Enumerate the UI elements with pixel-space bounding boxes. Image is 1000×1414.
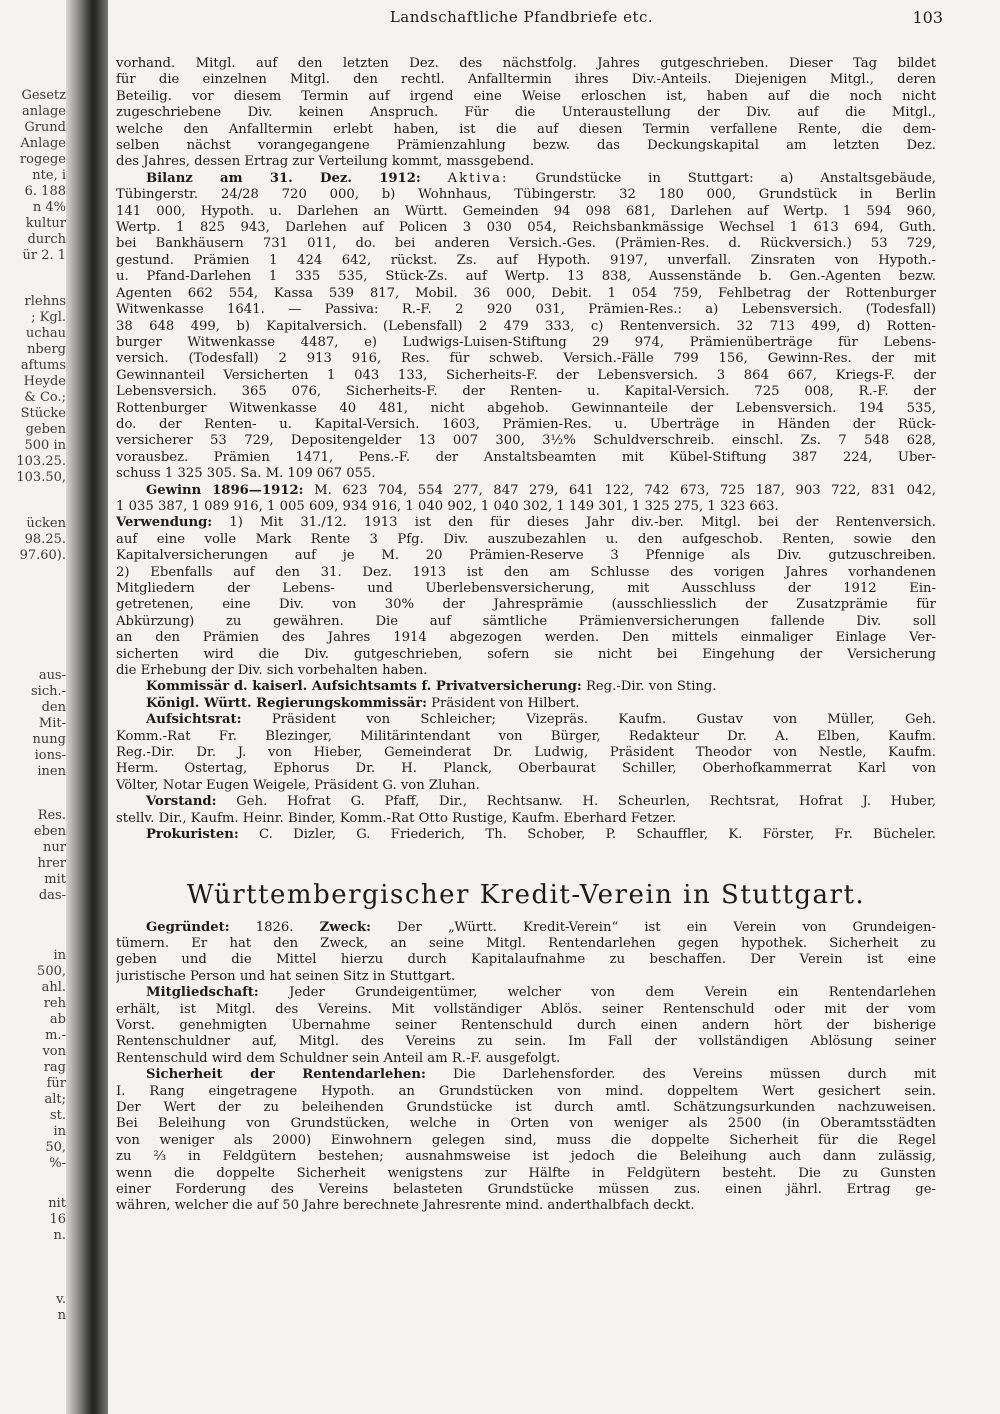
page-header: [108, 8, 943, 30]
bilanz-line: Tübingerstr. 24/28 720 000, b) Wohnhaus, Tübingerstr. 32 180 000, Grundstück in Berlin: [116, 187, 936, 203]
facing-page-text: m.-: [45, 1028, 66, 1043]
regierung-text: Präsident von Hilbert.: [431, 695, 580, 711]
aufsichtsrat-line: Herm. Ostertag, Ephorus Dr. H. Planck, Oberbaurat Schiller, Oberhofkammerrat Karl von: [116, 761, 936, 777]
facing-page-text: rlehns: [24, 294, 66, 309]
facing-page-text: aus-: [38, 668, 66, 683]
section-title: Württembergischer Kredit-Verein in Stuttgart.: [186, 879, 866, 910]
bilanz-line: burger Witwenkasse 4487, e) Ludwigs-Luisen-Stiftung 29 974, Prämienüberträge für Lebens-: [116, 334, 936, 350]
verwendung-line: getretenen, eine Div. von 30% der Jahresprämie (ausschliesslich der Zusatzprämie für: [116, 597, 936, 613]
aufsichtsrat-paragraph: [116, 712, 936, 794]
sicherheit-line: von weniger als 2000) Einwohnern gelegen sind, muss die doppelte Sicherheit für die Regel: [116, 1132, 936, 1148]
facing-page-text: 6. 188: [24, 184, 66, 199]
dividend-line: selben nächst vorangegangene Prämienzahlung bezw. das Deckungskapital am letzten Dez.: [116, 138, 936, 154]
zweck-line: juristische Person und hat seinen Sitz in Stuttgart.: [116, 968, 456, 984]
bilanz-line: do. der Renten- u. Kapital-Versich. 1603, Prämien-Res. u. Überträge in Händen der Rück-: [116, 416, 936, 432]
running-head: Landschaftliche Pfandbriefe etc.: [389, 8, 654, 26]
zweck-first-text: Der „Württ. Kredit-Verein“ ist ein Verein von Grundeigen-: [397, 919, 936, 935]
facing-page-text: 98.25.: [24, 532, 66, 547]
vorstand-first-line: [116, 794, 936, 810]
facing-page-text: n: [57, 1308, 66, 1323]
facing-page-text: v.: [56, 1292, 66, 1307]
bilanz-label: Bilanz am 31. Dez. 1912:: [146, 170, 421, 186]
sicherheit-line: zu ⅔ in Feldgütern bestehen; ausnahmsweise ist jedoch die Beleihung auch dann zulässig,: [116, 1149, 936, 1165]
verwendung-first-line: [116, 515, 936, 531]
facing-page-text: anlage: [21, 104, 66, 119]
dividend-line: für die einzelnen Mitgl. den rechtl. Anfalltermin ihres Div.-Anteils. Diejenigen Mitgl., deren: [116, 72, 936, 88]
facing-page-text: 103.50,: [16, 470, 66, 485]
dividend-line: zugeschriebene Div. keinen Anspruch. Für die Unteraustellung der Div. auf die Mitgl.,: [116, 105, 936, 121]
facing-page-text: Gesetz: [21, 88, 66, 103]
facing-page-text: Res.: [37, 808, 66, 823]
facing-page-text: 500,: [37, 964, 66, 979]
facing-page-text: 97.60).: [19, 548, 66, 563]
mitgliedschaft-label: Mitgliedschaft:: [146, 985, 259, 1001]
bilanz-line: 38 648 499, b) Kapitalversich. (Lebensfall) 2 479 333, c) Rentenversich. 32 713 499, d) Rotten-: [116, 318, 936, 334]
facing-page-text: rag: [43, 1060, 66, 1075]
mitgliedschaft-paragraph: [116, 985, 936, 1067]
dividend-line: welche den Anfalltermin erlebt haben, ist die auf diesen Termin verfallene Rente, die dem-: [116, 121, 936, 137]
sicherheit-first-text: Die Darlehensforder. des Vereins müssen durch mit: [452, 1067, 936, 1083]
facing-page-text: n 4%: [32, 200, 66, 215]
bilanz-line: vorausbez. Prämien 1471, Pens.-F. der Anstaltsbeamten mit Kübel-Stiftung 387 224, Über-: [116, 449, 936, 465]
bilanz-line: Witwenkasse 1641. — Passiva: R.-F. 2 920 031, Prämien-Res.: a) Lebensversich. (Todesfall): [116, 302, 936, 318]
facing-page-text: 103.25.: [16, 454, 66, 469]
zweck-paragraph: [116, 920, 936, 986]
gewinn-first-text: M. 623 704, 554 277, 847 279, 641 122, 742 673, 725 187, 903 722, 831 042,: [314, 482, 936, 498]
sicherheit-line: wenn die doppelte Sicherheit wenigstens zur Hälfte in Feldgütern besteht. Die zu Gunsten: [116, 1165, 936, 1181]
vorstand-second-line: stellv. Dir., Kaufm. Heinr. Binder, Komm.-Rat Otto Rustige, Kaufm. Eberhard Fetzer.: [116, 810, 677, 826]
gewinn-second-line: 1 035 387, 1 089 916, 1 005 609, 934 916, 1 040 902, 1 040 302, 1 149 301, 1 325 275, 1 323 663.: [116, 498, 779, 514]
facing-page-text: nte, i: [32, 168, 66, 183]
facing-page-text: nberg: [27, 342, 66, 357]
mitgliedschaft-first-line: [116, 985, 936, 1001]
verwendung-paragraph: [116, 515, 936, 679]
facing-page-text: nung: [32, 732, 66, 747]
bilanz-line: gestund. Prämien 1 424 642, rückst. Zs. auf Hypoth. 9197, unverfall. Zinsraten von Hypoth.-: [116, 252, 936, 268]
facing-page-text: den: [41, 700, 66, 715]
bilanz-line: versicherer 53 729, Depositengelder 13 007 300, 3½% Schuldverschreib. einschl. Zs. 7 548 628,: [116, 433, 936, 449]
facing-page-text: in: [53, 948, 66, 963]
facing-page-text: inen: [37, 764, 66, 779]
facing-page-text: in: [53, 1124, 66, 1139]
facing-page-text: ahl.: [41, 980, 66, 995]
gegruendet-label: Gegründet:: [146, 919, 230, 935]
kommissaer-line: [116, 679, 936, 695]
aufsichtsrat-first-line: [116, 712, 936, 728]
vorstand-first-text: Geh. Hofrat G. Pfaff, Dir., Rechtsanw. H. Scheurlen, Rechtsrat, Hofrat J. Huber,: [236, 794, 936, 810]
facing-page-text: Grund: [24, 120, 66, 135]
gewinn-label: Gewinn 1896—1912:: [146, 482, 304, 498]
facing-page-text: nur: [43, 840, 66, 855]
kommissaer-text: Reg.-Dir. von Sting.: [585, 679, 717, 695]
facing-page-text: sich.-: [30, 684, 66, 699]
mitgliedschaft-line: Rentenschuldner auf, Mitgl. des Vereins zu sein. Im Fall der vollständigen Ablösung seiner: [116, 1034, 936, 1050]
facing-page-text: kultur: [25, 216, 66, 231]
facing-page-text: %-: [49, 1156, 66, 1171]
zweck-first-line: [116, 920, 936, 936]
verwendung-line: Mitgliedern der Lebens- und Überlebensversicherung, mit Ausschluss der 1912 Ein-: [116, 581, 936, 596]
verwendung-line: Abkürzung) zu gewähren. Die auf sämtliche Prämienversicherungen fallende Div. soll: [116, 613, 936, 629]
zweck-line: tümern. Er hat den Zweck, an seine Mitgl. Rentendarlehen gegen hypothek. Sicherheit zu: [116, 935, 936, 951]
vorstand-label: Vorstand:: [146, 794, 217, 810]
dividend-line: des Jahres, dessen Ertrag zur Verteilung kommt, massgebend.: [116, 154, 535, 170]
gewinn-paragraph: [116, 483, 936, 516]
sicherheit-line: I. Rang eingetragene Hypoth. an Grundstücken von mind. doppeltem Wert gesichert sein.: [116, 1083, 936, 1099]
facing-page-text: eben: [33, 824, 66, 839]
facing-page-text: 500 in: [24, 438, 66, 453]
dividend-line: Beteilig. vor diesem Termin auf irgend eine Weise erloschen ist, haben auf die noch nicht: [116, 88, 936, 104]
prokuristen-text: C. Dizler, G. Friederich, Th. Schober, P. Schauffler, K. Förster, Fr. Bücheler.: [259, 827, 936, 843]
sicherheit-line: Der Wert der zu beleihenden Grundstücke ist durch amtl. Schätzungsurkunden nachzuweisen.: [116, 1099, 936, 1115]
dividend-line: vorhand. Mitgl. auf den letzten Dez. des nächstfolg. Jahres gutgeschrieben. Dieser Tag bildet: [116, 56, 936, 71]
facing-page-text: n.: [53, 1228, 66, 1243]
verwendung-line: sicherten wird die Div. gutgeschrieben, sofern sie nicht bei Eingehung der Versicherung: [116, 646, 936, 662]
regierung-line: [116, 696, 936, 712]
facing-page-text: das-: [38, 888, 66, 903]
bilanz-first-line: [116, 171, 936, 187]
dividend-paragraph: [116, 56, 936, 171]
kommissaer-label: Kommissär d. kaiserl. Aufsichtsamts f. Privatversicherung:: [146, 679, 582, 695]
facing-page-text: ions-: [34, 748, 66, 763]
facing-page-text: reh: [43, 996, 66, 1011]
book-gutter-edge: [94, 0, 108, 1414]
facing-page-text: hrer: [37, 856, 66, 871]
facing-page-text: ücken: [26, 516, 66, 531]
verwendung-line: die Erhebung der Div. sich vorbehalten haben.: [116, 663, 428, 679]
verwendung-line: Kapitalversicherungen auf je M. 20 Prämien-Reserve 3 Pfennige als Div. gutzuschreiben.: [116, 548, 936, 564]
page-body: [116, 56, 936, 1215]
mitgliedschaft-line: Vorst. genehmigten Übernahme seiner Rentenschuld durch einen andern hört der bisherige: [116, 1017, 936, 1033]
facing-page-text: ; Kgl.: [31, 310, 66, 325]
facing-page-text: 16: [49, 1212, 66, 1227]
bilanz-line: Rottenburger Witwenkasse 40 481, nicht abgehob. Gewinnanteile der Lebensversich. 194 535,: [116, 400, 936, 416]
sicherheit-line: währen, welcher die auf 50 Jahre berechnete Jahresrente mind. anderthalbfach deckt.: [116, 1198, 695, 1214]
facing-page-text: ür 2. 1: [22, 248, 66, 263]
sicherheit-paragraph: [116, 1067, 936, 1215]
facing-page-text: durch: [27, 232, 66, 247]
aktiva-label: Aktiva:: [447, 170, 509, 186]
aufsichtsrat-label: Aufsichtsrat:: [146, 712, 242, 728]
bilanz-line: u. Pfand-Darlehen 1 335 535, Stück-Zs. auf Wertp. 13 838, Aussenstände b. Gen.-Agenten bezw.: [116, 269, 936, 285]
verwendung-line: auf eine volle Mark Rente 3 Pfg. Div. auszubezahlen u. den aufgeschob. Renten, sowie den: [116, 531, 936, 547]
mitgliedschaft-line: Rentenschuld wird dem Schuldner sein Anteil am R.-F. ausgefolgt.: [116, 1050, 561, 1066]
facing-page-text: von: [42, 1044, 66, 1059]
facing-page-text: rogege: [19, 152, 66, 167]
facing-page-fragment: [0, 0, 66, 1414]
zweck-line: geben und die Mittel hierzu durch Kapitalaufnahme zu beschaffen. Der Verein ist eine: [116, 952, 936, 968]
vorstand-paragraph: [116, 794, 936, 827]
facing-page-text: Stücke: [20, 406, 66, 421]
sicherheit-line: einer Forderung des Vereins belasteten Grundstücke müssen zus. einen jährl. Ertrag ge-: [116, 1182, 936, 1197]
bilanz-paragraph: [116, 171, 936, 483]
aufsichtsrat-line: Völter, Notar Eugen Weigele, Präsident G. von Zluhan.: [116, 777, 480, 793]
bilanz-line: Agenten 662 554, Kassa 539 817, Mobil. 36 000, Debit. 1 054 759, Fehlbetrag der Rottenburger: [116, 285, 936, 301]
mitgliedschaft-first-text: Jeder Grundeigentümer, welcher von dem Verein ein Rentendarlehen: [289, 985, 936, 1001]
mitgliedschaft-line: erhält, ist Mitgl. des Vereins. Mit vollständiger Ablös. seiner Rentenschuld oder mit der vom: [116, 1001, 936, 1017]
bilanz-line: versich. (Todesfall) 2 913 916, Res. für schweb. Versich.-Fälle 799 156, Gewinn-Res. der mit: [116, 351, 936, 367]
facing-page-text: 50,: [45, 1140, 66, 1155]
bilanz-line: Gewinnanteil Versicherten 1 043 133, Sicherheits-F. der Lebensversich. 3 864 667, Kriegs-F. der: [116, 367, 936, 383]
facing-page-text: uchau: [25, 326, 66, 341]
facing-page-text: aftums: [20, 358, 66, 373]
bilanz-line: Lebensversich. 365 076, Sicherheits-F. der Renten- u. Kapital-Versich. 725 008, R.-F. der: [116, 384, 936, 400]
page-number: 103: [912, 8, 943, 27]
kommissaer-paragraph: [116, 679, 936, 695]
bilanz-line: schuss 1 325 305. Sa. M. 109 067 055.: [116, 466, 376, 482]
verwendung-line: an den Prämien des Jahres 1914 abgezogen werden. Den mittels einmaliger Einlage Ver-: [116, 630, 936, 646]
facing-page-text: ab: [49, 1012, 66, 1027]
facing-page-text: mit: [44, 872, 66, 887]
prokuristen-paragraph: [116, 827, 936, 843]
prokuristen-label: Prokuristen:: [146, 827, 239, 843]
bilanz-line: bei Bankhäusern 731 011, do. bei anderen Versich.-Ges. (Prämien-Res. d. Rückversich.) 53 729,: [116, 236, 936, 252]
sicherheit-first-line: [116, 1067, 936, 1083]
aufsichtsrat-first-text: Präsident von Schleicher; Vizepräs. Kaufm. Gustav von Müller, Geh.: [271, 712, 936, 728]
verwendung-line: 2) Ebenfalls auf den 31. Dez. 1913 ist den am Schlusse des vorigen Jahres vorhandenen: [116, 564, 936, 580]
verwendung-label: Verwendung:: [116, 515, 213, 531]
sicherheit-line: Bei Beleihung von Grundstücken, welche in Orten von weniger als 2500 (in Oberamtsstädten: [116, 1116, 936, 1132]
gegruendet-value: 1826.: [255, 919, 294, 935]
bilanz-first-text: Grundstücke in Stuttgart: a) Anstaltsgebäude,: [535, 170, 936, 186]
bilanz-line: 141 000, Hypoth. u. Darlehen an Württ. Gemeinden 94 098 681, Darlehen auf Wertp. 1 594 960,: [116, 203, 936, 219]
facing-page-text: Mit-: [38, 716, 66, 731]
gewinn-first-line: [116, 483, 936, 499]
facing-page-text: alt;: [44, 1092, 66, 1107]
aufsichtsrat-line: Reg.-Dir. Dr. J. von Hieber, Gemeinderat Dr. Ludwig, Präsident Theodor von Nestle, Kaufm.: [116, 745, 936, 761]
facing-page-text: & Co.;: [24, 390, 66, 405]
bilanz-line: Wertp. 1 825 943, Darlehen auf Policen 3 030 054, Reichsbankmässige Wechsel 1 613 694, Guth.: [116, 220, 936, 236]
prokuristen-line: [116, 827, 936, 843]
sicherheit-label: Sicherheit der Rentendarlehen:: [146, 1067, 426, 1083]
aufsichtsrat-line: Komm.-Rat Fr. Blezinger, Militärintendant von Bürger, Redakteur Dr. A. Elben, Kaufm.: [116, 728, 936, 744]
facing-page-text: st.: [49, 1108, 66, 1123]
zweck-label: Zweck:: [319, 919, 372, 935]
regierung-label: Königl. Württ. Regierungskommissär:: [146, 695, 427, 711]
facing-page-text: geben: [25, 422, 66, 437]
facing-page-text: nit: [48, 1196, 66, 1211]
verwendung-first-text: 1) Mit 31./12. 1913 ist den für dieses Jahr div.-ber. Mitgl. bei der Rentenversich.: [229, 515, 936, 531]
facing-page-text: Heyde: [23, 374, 66, 389]
facing-page-text: für: [46, 1076, 66, 1091]
facing-page-text: Anlage: [20, 136, 66, 151]
regierung-paragraph: [116, 696, 936, 712]
